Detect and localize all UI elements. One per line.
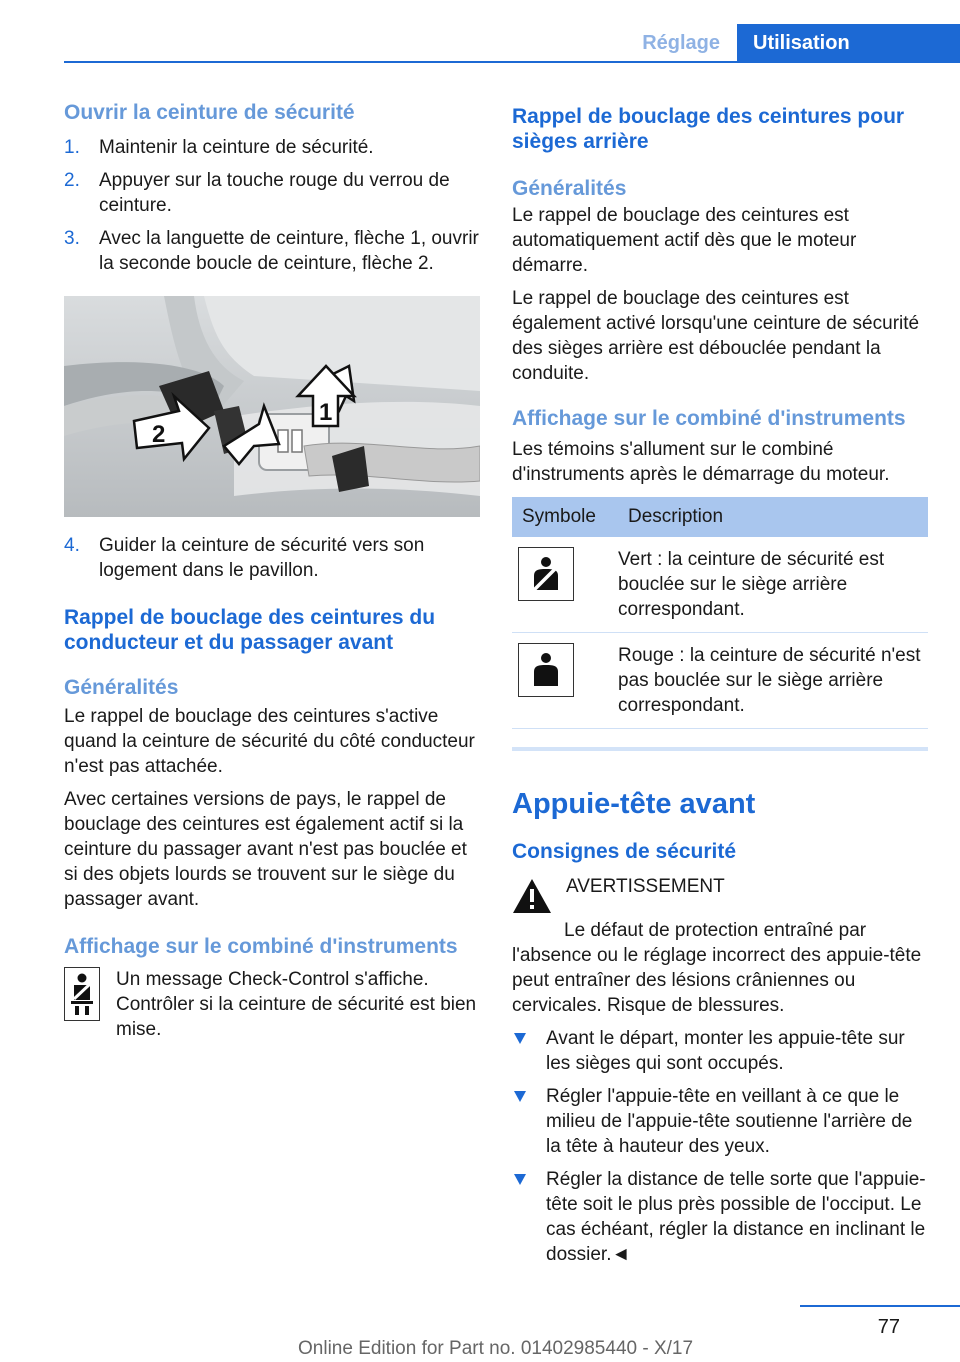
- open-belt-heading: Ouvrir la ceinture de sécurité: [64, 101, 355, 124]
- column-header-symbol: Symbole: [512, 497, 618, 537]
- general-paragraph-2: Avec certaines versions de pays, le rappel de bouclage des ceintures est également actif si la ceinture du passager avant n'est pas bouclée et si des objets lourds se trouvent sur le siège du passager avant.: [64, 789, 467, 910]
- header-rule: [64, 61, 960, 63]
- seatbelt-buckle-illustration: [64, 296, 480, 517]
- warning-triangle-icon: [512, 878, 552, 914]
- open-belt-steps: [64, 135, 480, 276]
- symbol-table: [512, 497, 928, 729]
- bullet-triangle-icon: [514, 1091, 526, 1102]
- footer-rule: [800, 1305, 960, 1307]
- bullet-triangle-icon: [514, 1174, 526, 1185]
- seatbelt-warning-icon: [64, 967, 100, 1021]
- seatbelt-fastened-icon: [518, 547, 574, 601]
- open-belt-steps-continued: [64, 533, 480, 583]
- right-column: [512, 100, 928, 1275]
- display-text: Les témoins s'allument sur le combiné d'instruments après le démarrage du moteur.: [512, 439, 890, 485]
- front-reminder-heading: Rappel de bouclage des ceintures du conducteur et du passager avant: [64, 606, 436, 654]
- list-item: 3. Avec la languette de ceinture, flèche 1, ouvrir la seconde boucle de ceinture, flèche 2.: [64, 228, 479, 274]
- general-heading: Généralités: [64, 676, 179, 699]
- general-paragraph-1: Le rappel de bouclage des ceintures s'active quand la ceinture de sécurité du côté conducteur n'est pas attachée.: [64, 706, 475, 777]
- list-item: Avant le départ, monter les appuie-tête sur les sièges qui sont occupés.: [512, 1026, 928, 1076]
- table-header-row: [512, 497, 928, 537]
- display-heading: Affichage sur le combiné d'instruments: [64, 935, 458, 958]
- warning-label: AVERTISSEMENT: [566, 876, 725, 897]
- list-item: Régler l'appuie-tête en veillant à ce que le milieu de l'appuie-tête soutienne l'arrière de la tête à hauteur des yeux.: [512, 1084, 928, 1159]
- general-paragraph-2: Le rappel de bouclage des ceintures est également activé lorsqu'une ceinture de sécurité des sièges arrière est débouclée pendant la conduite.: [512, 288, 920, 384]
- row-description: Rouge : la ceinture de sécurité n'est pas bouclée sur le siège arrière correspondant.: [618, 633, 928, 729]
- row-description: Vert : la ceinture de sécurité est bouclée sur le siège arrière correspondant.: [618, 537, 928, 633]
- general-paragraph-1: Le rappel de bouclage des ceintures est automatiquement actif dès que le moteur démarre.: [512, 205, 857, 276]
- headrest-heading: Appuie-tête avant: [512, 788, 756, 820]
- section-divider: [512, 747, 928, 751]
- section-tab-reglage[interactable]: Réglage: [642, 32, 720, 54]
- arrow-label-1: 1: [319, 399, 333, 426]
- bullet-triangle-icon: [514, 1033, 526, 1044]
- rear-reminder-heading: Rappel de bouclage des ceintures pour sièges arrière: [512, 105, 905, 153]
- column-header-description: Description: [618, 497, 928, 537]
- left-column: [64, 100, 480, 1042]
- warning-block: [512, 874, 928, 914]
- page-number: 77: [877, 1316, 900, 1338]
- general-heading: Généralités: [512, 177, 627, 200]
- section-tab-utilisation[interactable]: Utilisation: [737, 24, 960, 62]
- edition-footer: Online Edition for Part no. 01402985440 - X/17: [298, 1338, 694, 1359]
- table-row: [512, 633, 928, 729]
- table-row: [512, 537, 928, 633]
- seatbelt-unfastened-icon: [518, 643, 574, 697]
- list-item: 4. Guider la ceinture de sécurité vers son logement dans le pavillon.: [64, 535, 425, 581]
- list-item: 1. Maintenir la ceinture de sécurité.: [64, 137, 374, 158]
- list-item: Régler la distance de telle sorte que l'appuie-tête soit le plus près possible de l'occiput. Le cas échéant, régler la distance en inclinant le dossier.◄: [512, 1167, 928, 1267]
- list-item: 2. Appuyer sur la touche rouge du verrou de ceinture.: [64, 170, 450, 216]
- safety-heading: Consignes de sécurité: [512, 840, 737, 863]
- safety-bullets: [512, 1026, 928, 1267]
- display-heading: Affichage sur le combiné d'instruments: [512, 407, 906, 430]
- check-control-text: Un message Check-Control s'affiche. Contrôler si la ceinture de sécurité est bien mise.: [116, 969, 477, 1040]
- arrow-label-2: 2: [152, 421, 166, 448]
- check-control-row: [64, 967, 480, 1042]
- warning-text: Le défaut de protection entraîné par l'absence ou le réglage incorrect des appuie-tête peut entraîner des lésions crâniennes ou cervicales. Risque de blessures.: [512, 920, 922, 1016]
